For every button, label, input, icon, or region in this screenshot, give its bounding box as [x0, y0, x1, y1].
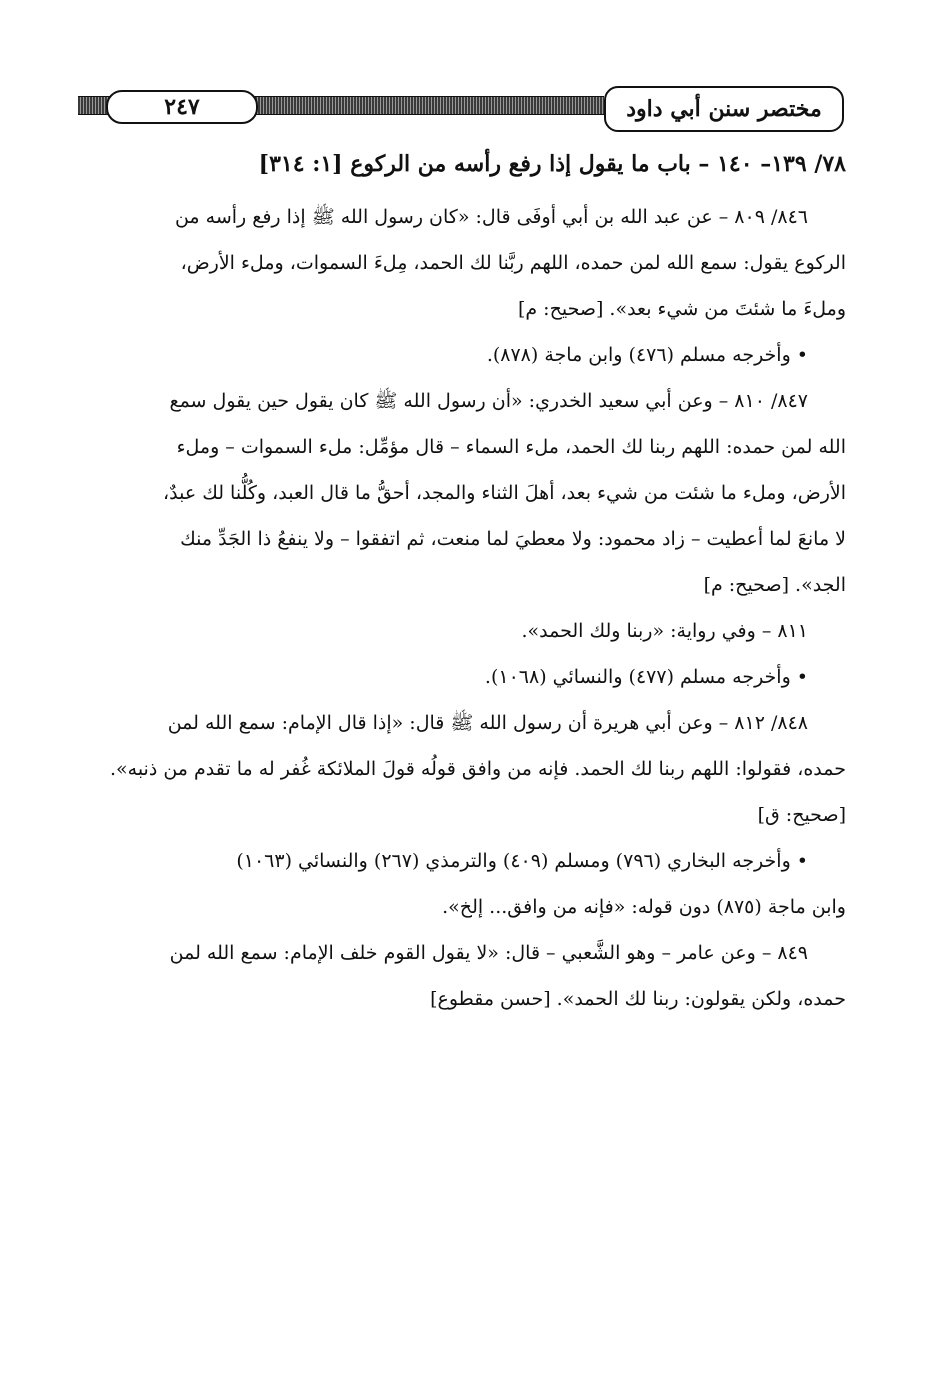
book-title: مختصر سنن أبي داود: [604, 86, 844, 132]
text-line: الله لمن حمده: اللهم ربنا لك الحمد، ملء السماء – قال مؤمِّل: ملء السموات – وملء: [176, 436, 846, 458]
chapter-title: ٧٨/ ١٣٩– ١٤٠ – باب ما يقول إذا رفع رأسه من الركوع [١: ٣١٤]: [258, 151, 846, 177]
text-line: حمده، ولكن يقولون: ربنا لك الحمد». [حسن مقطوع]: [430, 988, 846, 1010]
text-lines: [80, 194, 846, 1022]
page-body: [80, 142, 846, 1022]
text-line: لا مانعَ لما أعطيت – زاد محمود: ولا معطيَ لما منعت، ثم اتفقوا – ولا ينفعُ ذا الجَدِّ منك: [180, 528, 846, 550]
text-line: ٨٤٧/ ٨١٠ – وعن أبي سعيد الخدري: «أن رسول الله ﷺ كان يقول حين يقول سمع: [169, 390, 808, 412]
text-line: • وأخرجه البخاري (٧٩٦) ومسلم (٤٠٩) والترمذي (٢٦٧) والنسائي (١٠٦٣): [236, 850, 808, 872]
text-line: • وأخرجه مسلم (٤٧٧) والنسائي (١٠٦٨).: [484, 666, 808, 688]
text-line: ٨١١ – وفي رواية: «ربنا ولك الحمد».: [521, 620, 808, 642]
text-line: ٨٤٩ – وعن عامر – وهو الشَّعبي – قال: «لا يقول القوم خلف الإمام: سمع الله لمن: [169, 942, 808, 964]
text-line: • وأخرجه مسلم (٤٧٦) وابن ماجة (٨٧٨).: [486, 344, 808, 366]
text-line: وملءَ ما شئتَ من شيء بعد». [صحيح: م]: [517, 298, 846, 320]
page-header: [78, 86, 844, 132]
text-line: وابن ماجة (٨٧٥) دون قوله: «فإنه من وافق... إلخ».: [442, 896, 846, 918]
text-line: الأرض، وملء ما شئت من شيء بعد، أهلَ الثناء والمجد، أحقُّ ما قال العبد، وكُلُّنا لك عبدٌ،: [162, 482, 846, 504]
text-line: [صحيح: ق]: [757, 804, 846, 826]
text-line: ٨٤٨/ ٨١٢ – وعن أبي هريرة أن رسول الله ﷺ قال: «إذا قال الإمام: سمع الله لمن: [167, 712, 808, 734]
text-line: الركوع يقول: سمع الله لمن حمده، اللهم ربَّنا لك الحمد، مِلءَ السموات، وملء الأرض،: [180, 252, 846, 274]
page-number: ٢٤٧: [106, 90, 258, 124]
text-line: الجد». [صحيح: م]: [703, 574, 846, 596]
text-line: حمده، فقولوا: اللهم ربنا لك الحمد. فإنه من وافق قولُه قولَ الملائكة غُفر له ما تقدم من ذنبه».: [109, 758, 846, 780]
text-line: ٨٤٦/ ٨٠٩ – عن عبد الله بن أبي أوفَى قال: «كان رسول الله ﷺ إذا رفع رأسه من: [174, 206, 808, 228]
